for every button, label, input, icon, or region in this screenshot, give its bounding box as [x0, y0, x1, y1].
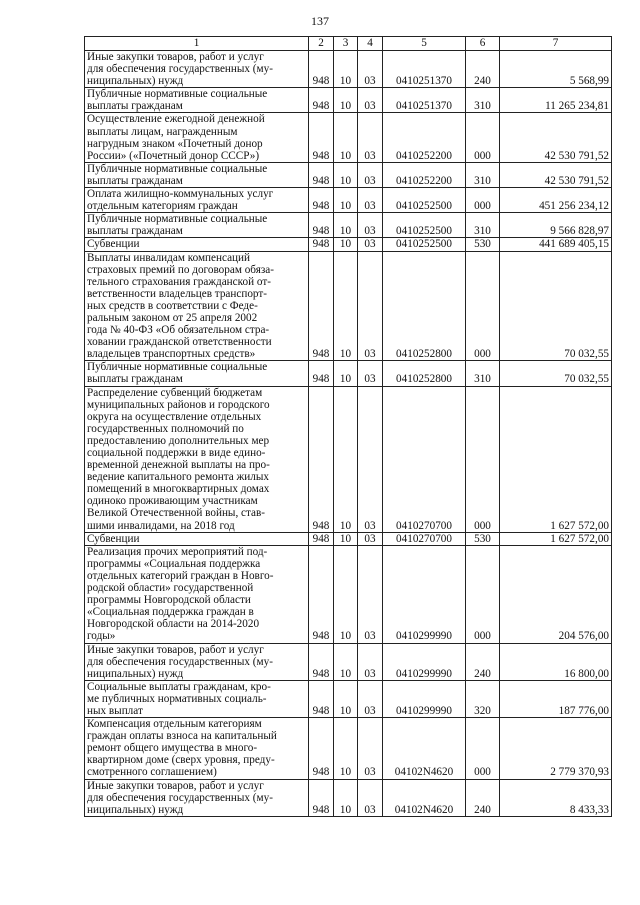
- expense-name-line: Субвенции: [87, 238, 140, 251]
- amount-cell: 187 776,00: [500, 680, 612, 717]
- amount-cell: 5 568,99: [500, 51, 612, 88]
- section-code-cell: 10: [334, 680, 358, 717]
- ministry-code-cell: 948: [309, 718, 334, 779]
- expense-name-line: нагрудным знаком «Почетный донор: [87, 137, 263, 150]
- table-row: [85, 643, 612, 680]
- column-header: 4: [358, 37, 383, 51]
- expense-type-cell: 310: [466, 361, 500, 386]
- expense-name-cell: [85, 680, 309, 717]
- expense-name-line: для обеспечения государственных (му-: [87, 791, 273, 804]
- expense-name-line: выплаты гражданам: [87, 174, 183, 187]
- expense-name-cell: [85, 532, 309, 545]
- ministry-code-cell: 948: [309, 251, 334, 361]
- expense-name-line: Оплата жилищно-коммунальных услуг: [87, 188, 274, 201]
- target-article-cell: 0410251370: [383, 88, 466, 113]
- amount-cell: 1 627 572,00: [500, 386, 612, 532]
- expense-name-line: ных средств в соответствии с Феде-: [87, 299, 258, 312]
- expense-name-cell: [85, 213, 309, 238]
- table-row: [85, 162, 612, 187]
- expense-type-cell: 000: [466, 386, 500, 532]
- section-code-cell: 10: [334, 718, 358, 779]
- column-header: 2: [309, 37, 334, 51]
- table-row: [85, 545, 612, 643]
- subsection-code-cell: 03: [358, 188, 383, 213]
- target-article-cell: 0410299990: [383, 643, 466, 680]
- expense-name-line: помещений в многоквартирных домах: [87, 483, 270, 496]
- expense-name-line: муниципальных районов и городского: [87, 398, 270, 411]
- expense-name-line: «Социальная поддержка граждан в: [87, 606, 254, 619]
- expense-name-line: Публичные нормативные социальные: [87, 88, 268, 101]
- target-article-cell: 0410299990: [383, 680, 466, 717]
- target-article-cell: 0410252500: [383, 188, 466, 213]
- section-code-cell: 10: [334, 213, 358, 238]
- section-code-cell: 10: [334, 545, 358, 643]
- expense-name-line: социальной поддержки в виде едино-: [87, 447, 266, 459]
- target-article-cell: 0410299990: [383, 545, 466, 643]
- expense-name-line: ме публичных нормативных социаль-: [87, 692, 267, 705]
- section-code-cell: 10: [334, 113, 358, 162]
- section-code-cell: 10: [334, 251, 358, 361]
- expense-name-line: Новгородской области на 2014-2020: [87, 618, 260, 631]
- table-row: [85, 361, 612, 386]
- expense-name-line: выплаты гражданам: [87, 100, 183, 113]
- section-code-cell: 10: [334, 532, 358, 545]
- ministry-code-cell: 948: [309, 779, 334, 816]
- amount-cell: 1 627 572,00: [500, 532, 612, 545]
- section-code-cell: 10: [334, 643, 358, 680]
- expense-name-line: Иные закупки товаров, работ и услуг: [87, 51, 264, 63]
- subsection-code-cell: 03: [358, 238, 383, 251]
- amount-cell: 441 689 405,15: [500, 238, 612, 251]
- amount-cell: 204 576,00: [500, 545, 612, 643]
- amount-cell: 11 265 234,81: [500, 88, 612, 113]
- subsection-code-cell: 03: [358, 113, 383, 162]
- target-article-cell: 0410270700: [383, 532, 466, 545]
- subsection-code-cell: 03: [358, 545, 383, 643]
- expense-name-line: округа на осуществление отдельных: [87, 410, 262, 423]
- expense-name-cell: [85, 545, 309, 643]
- expense-name-line: родской области» государственной: [87, 582, 254, 595]
- expense-name-cell: [85, 88, 309, 113]
- section-code-cell: 10: [334, 51, 358, 88]
- subsection-code-cell: 03: [358, 213, 383, 238]
- ministry-code-cell: 948: [309, 113, 334, 162]
- expense-name-line: Социальные выплаты гражданам, кро-: [87, 680, 271, 693]
- target-article-cell: 0410252200: [383, 113, 466, 162]
- expense-name-cell: [85, 162, 309, 187]
- expense-name-line: государственных полномочий по: [87, 422, 244, 435]
- expense-name-line: временной денежной выплаты на про-: [87, 459, 270, 472]
- ministry-code-cell: 948: [309, 238, 334, 251]
- expense-name-line: выплаты гражданам: [87, 225, 183, 238]
- expense-name-line: для обеспечения государственных (му-: [87, 63, 273, 76]
- expense-name-cell: [85, 386, 309, 532]
- subsection-code-cell: 03: [358, 718, 383, 779]
- subsection-code-cell: 03: [358, 779, 383, 816]
- section-code-cell: 10: [334, 386, 358, 532]
- expense-name-line: предоставлению дополнительных мер: [87, 434, 270, 447]
- page-number: 137: [311, 14, 329, 28]
- subsection-code-cell: 03: [358, 386, 383, 532]
- expense-type-cell: 530: [466, 238, 500, 251]
- ministry-code-cell: 948: [309, 51, 334, 88]
- amount-cell: 2 779 370,93: [500, 718, 612, 779]
- expense-name-line: Иные закупки товаров, работ и услуг: [87, 643, 264, 656]
- table-row: [85, 680, 612, 717]
- expense-name-cell: [85, 718, 309, 779]
- expense-name-line: программы Новгородской области: [87, 594, 251, 607]
- expense-name-cell: [85, 361, 309, 386]
- expense-type-cell: 530: [466, 532, 500, 545]
- ministry-code-cell: 948: [309, 680, 334, 717]
- table-header-row: [85, 37, 612, 51]
- expense-name-line: ведение капитального ремонта жилых: [87, 471, 269, 484]
- expense-name-cell: [85, 779, 309, 816]
- expense-name-line: квартирном доме (сверх уровня, преду-: [87, 754, 275, 767]
- amount-cell: 70 032,55: [500, 251, 612, 361]
- expense-type-cell: 000: [466, 545, 500, 643]
- expense-name-line: шими инвалидами, на 2018 год: [87, 519, 235, 532]
- expense-type-cell: 000: [466, 113, 500, 162]
- table-row: [85, 188, 612, 213]
- expense-name-line: ветственности владельцев транспорт-: [87, 287, 267, 300]
- target-article-cell: 04102N4620: [383, 718, 466, 779]
- section-code-cell: 10: [334, 162, 358, 187]
- subsection-code-cell: 03: [358, 51, 383, 88]
- expense-name-line: Публичные нормативные социальные: [87, 213, 268, 226]
- expense-type-cell: 000: [466, 718, 500, 779]
- amount-cell: 8 433,33: [500, 779, 612, 816]
- section-code-cell: 10: [334, 188, 358, 213]
- subsection-code-cell: 03: [358, 532, 383, 545]
- target-article-cell: 0410252800: [383, 251, 466, 361]
- amount-cell: 451 256 234,12: [500, 188, 612, 213]
- expense-type-cell: 240: [466, 643, 500, 680]
- table-row: [85, 51, 612, 88]
- column-header: 5: [383, 37, 466, 51]
- expense-type-cell: 000: [466, 251, 500, 361]
- expense-name-line: годы»: [87, 630, 116, 643]
- table-row: [85, 213, 612, 238]
- expense-name-cell: [85, 113, 309, 162]
- expense-name-line: Субвенции: [87, 532, 140, 545]
- expense-name-line: России» («Почетный донор СССР»): [87, 149, 260, 162]
- target-article-cell: 0410252200: [383, 162, 466, 187]
- expense-name-line: ниципальных) нужд: [87, 803, 184, 816]
- subsection-code-cell: 03: [358, 88, 383, 113]
- ministry-code-cell: 948: [309, 188, 334, 213]
- expense-name-line: ных выплат: [87, 704, 143, 717]
- expense-name-line: Публичные нормативные социальные: [87, 361, 268, 374]
- expense-name-line: программы «Социальная поддержка: [87, 557, 261, 570]
- section-code-cell: 10: [334, 238, 358, 251]
- ministry-code-cell: 948: [309, 386, 334, 532]
- amount-cell: 16 800,00: [500, 643, 612, 680]
- expense-name-line: Иные закупки товаров, работ и услуг: [87, 779, 264, 792]
- table-row: [85, 532, 612, 545]
- table-row: [85, 779, 612, 816]
- expense-name-line: страховых премий по договорам обяза-: [87, 263, 274, 276]
- expense-type-cell: 310: [466, 162, 500, 187]
- target-article-cell: 04102N4620: [383, 779, 466, 816]
- expense-name-line: Осуществление ежегодной денежной: [87, 113, 265, 126]
- ministry-code-cell: 948: [309, 545, 334, 643]
- target-article-cell: 0410251370: [383, 51, 466, 88]
- expense-name-line: отдельным категориям граждан: [87, 200, 238, 213]
- amount-cell: 9 566 828,97: [500, 213, 612, 238]
- ministry-code-cell: 948: [309, 361, 334, 386]
- expense-name-cell: [85, 188, 309, 213]
- subsection-code-cell: 03: [358, 643, 383, 680]
- expense-name-cell: [85, 643, 309, 680]
- expense-name-cell: [85, 51, 309, 88]
- expense-name-line: граждан оплаты взноса на капитальный: [87, 730, 277, 743]
- table-row: [85, 113, 612, 162]
- expense-name-line: для обеспечения государственных (му-: [87, 655, 273, 668]
- expense-name-line: смотренного соглашением): [87, 766, 217, 779]
- table-row: [85, 251, 612, 361]
- expense-type-cell: 320: [466, 680, 500, 717]
- expense-name-cell: [85, 238, 309, 251]
- ministry-code-cell: 948: [309, 88, 334, 113]
- column-header: 7: [500, 37, 612, 51]
- table-row: [85, 718, 612, 779]
- expense-name-line: ральным законом от 25 апреля 2002: [87, 311, 258, 324]
- subsection-code-cell: 03: [358, 361, 383, 386]
- expense-name-line: ховании гражданской ответственности: [87, 336, 272, 349]
- subsection-code-cell: 03: [358, 251, 383, 361]
- expense-name-line: года № 40-ФЗ «Об обязательном стра-: [87, 324, 270, 337]
- expense-name-line: ниципальных) нужд: [87, 667, 184, 680]
- subsection-code-cell: 03: [358, 680, 383, 717]
- budget-table: [84, 36, 612, 817]
- column-header: 6: [466, 37, 500, 51]
- table-row: [85, 386, 612, 532]
- expense-name-line: Реализация прочих мероприятий под-: [87, 545, 268, 558]
- column-header: 1: [85, 37, 309, 51]
- expense-name-line: владельцев транспортных средств»: [87, 348, 256, 361]
- section-code-cell: 10: [334, 361, 358, 386]
- amount-cell: 70 032,55: [500, 361, 612, 386]
- section-code-cell: 10: [334, 88, 358, 113]
- expense-name-cell: [85, 251, 309, 361]
- expense-type-cell: 310: [466, 213, 500, 238]
- target-article-cell: 0410252500: [383, 238, 466, 251]
- expense-name-line: тельного страхования гражданской от-: [87, 275, 271, 288]
- subsection-code-cell: 03: [358, 162, 383, 187]
- ministry-code-cell: 948: [309, 532, 334, 545]
- amount-cell: 42 530 791,52: [500, 113, 612, 162]
- table-row: [85, 238, 612, 251]
- expense-name-line: ремонт общего имущества в много-: [87, 742, 258, 755]
- expense-name-line: отдельных категорий граждан в Новго-: [87, 569, 274, 582]
- expense-name-line: Выплаты инвалидам компенсаций: [87, 251, 250, 264]
- expense-name-line: Великой Отечественной войны, став-: [87, 507, 266, 520]
- ministry-code-cell: 948: [309, 213, 334, 238]
- section-code-cell: 10: [334, 779, 358, 816]
- ministry-code-cell: 948: [309, 643, 334, 680]
- expense-type-cell: 000: [466, 188, 500, 213]
- target-article-cell: 0410270700: [383, 386, 466, 532]
- table-body: [85, 51, 612, 817]
- expense-type-cell: 240: [466, 51, 500, 88]
- expense-type-cell: 240: [466, 779, 500, 816]
- expense-name-line: выплаты гражданам: [87, 373, 183, 386]
- expense-name-line: Распределение субвенций бюджетам: [87, 386, 263, 399]
- expense-name-line: одиноко проживающим участникам: [87, 495, 258, 508]
- column-header: 3: [334, 37, 358, 51]
- expense-name-line: выплаты лицам, награжденным: [87, 125, 238, 138]
- expense-type-cell: 310: [466, 88, 500, 113]
- target-article-cell: 0410252800: [383, 361, 466, 386]
- expense-name-line: Публичные нормативные социальные: [87, 162, 268, 175]
- table-row: [85, 88, 612, 113]
- amount-cell: 42 530 791,52: [500, 162, 612, 187]
- expense-name-line: ниципальных) нужд: [87, 75, 184, 88]
- expense-name-line: Компенсация отдельным категориям: [87, 718, 262, 731]
- target-article-cell: 0410252500: [383, 213, 466, 238]
- ministry-code-cell: 948: [309, 162, 334, 187]
